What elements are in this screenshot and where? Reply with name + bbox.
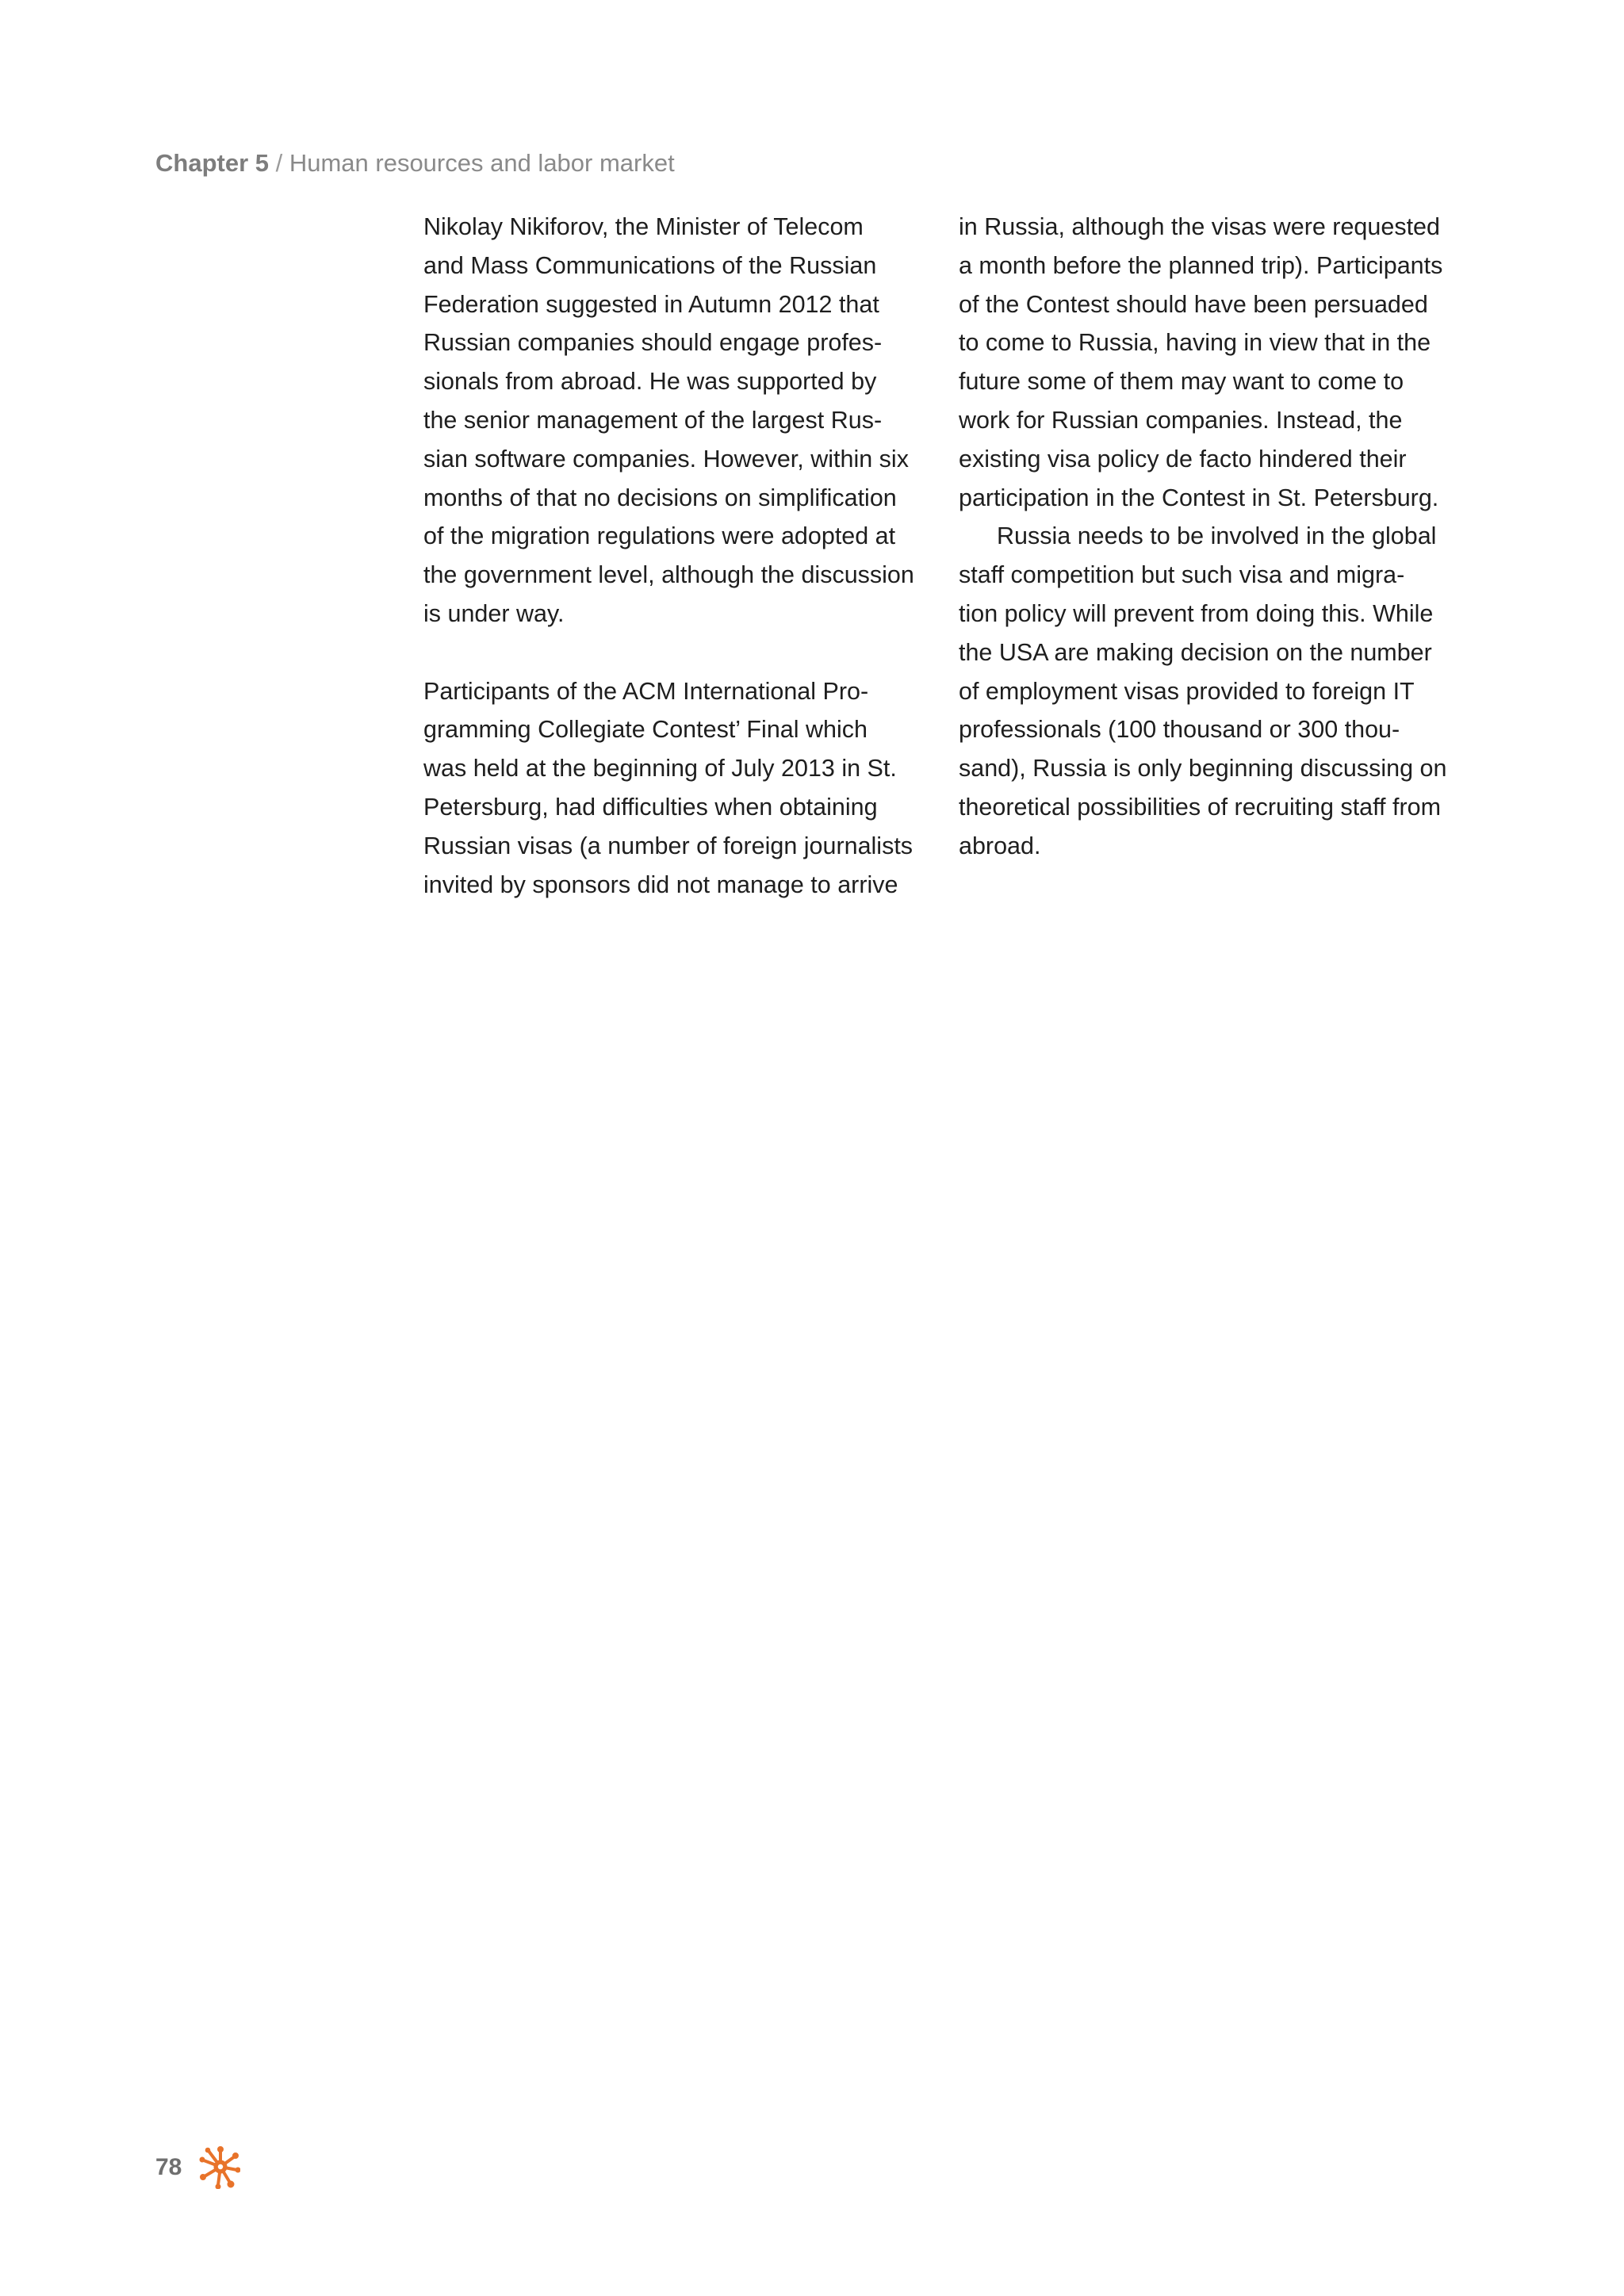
page-footer <box>155 2142 240 2193</box>
text-line: the USA are making decision on the number <box>959 638 1432 666</box>
text-line: Russian companies should engage profes- <box>423 329 883 357</box>
text-line: Russian visas (a number of foreign journalists <box>423 832 914 859</box>
text-line: to come to Russia, having in view that in the <box>959 329 1431 357</box>
text-line: was held at the beginning of July 2013 in St. <box>423 755 897 783</box>
text-line: theoretical possibilities of recruiting staff from <box>959 793 1442 821</box>
text-line: abroad. <box>959 832 1041 859</box>
section-title: Human resources and labor market <box>289 149 675 177</box>
text-line: Russia needs to be involved in the global <box>997 522 1437 550</box>
text-line: invited by sponsors did not manage to arrive <box>423 871 898 898</box>
orange-splat-logo-icon <box>199 2146 240 2189</box>
text-line: sand), Russia is only beginning discussing on <box>959 755 1447 783</box>
text-line: participation in the Contest in St. Petersburg. <box>959 484 1439 511</box>
left-text-column <box>423 208 928 904</box>
text-line: professionals (100 thousand or 300 thou- <box>959 716 1400 744</box>
text-line: work for Russian companies. Instead, the <box>959 406 1403 434</box>
text-line: tion policy will prevent from doing this. While <box>959 599 1434 627</box>
text-line: is under way. <box>423 599 565 627</box>
text-line: Petersburg, had difficulties when obtaining <box>423 793 878 821</box>
text-line: sian software companies. However, within six <box>423 445 909 473</box>
text-line: existing visa policy de facto hindered their <box>959 445 1407 473</box>
text-line: of employment visas provided to foreign IT <box>959 677 1415 705</box>
running-head <box>155 146 675 181</box>
text-line: the senior management of the largest Rus- <box>423 406 883 434</box>
text-line: and Mass Communications of the Russian <box>423 251 877 279</box>
right-text-column <box>959 208 1466 866</box>
text-line: a month before the planned trip). Participants <box>959 251 1443 279</box>
page-number: 78 <box>155 2154 182 2180</box>
text-line: Participants of the ACM International Pro- <box>423 677 869 705</box>
text-line: in Russia, although the visas were requested <box>959 213 1440 240</box>
text-line: future some of them may want to come to <box>959 368 1404 396</box>
text-line: months of that no decisions on simplification <box>423 484 897 511</box>
text-line: of the Contest should have been persuaded <box>959 290 1428 318</box>
paragraph-gap <box>423 633 928 672</box>
text-line: gramming Collegiate Contest’ Final which <box>423 716 868 744</box>
text-line: of the migration regulations were adopted at <box>423 522 896 550</box>
text-line: sionals from abroad. He was supported by <box>423 368 877 396</box>
text-line: the government level, although the discussion <box>423 561 914 589</box>
header-separator: / <box>268 149 289 177</box>
chapter-label: Chapter 5 <box>155 149 269 177</box>
text-line: staff competition but such visa and migra- <box>959 561 1405 589</box>
text-line: Federation suggested in Autumn 2012 that <box>423 290 879 318</box>
text-line: Nikolay Nikiforov, the Minister of Telecom <box>423 213 864 240</box>
